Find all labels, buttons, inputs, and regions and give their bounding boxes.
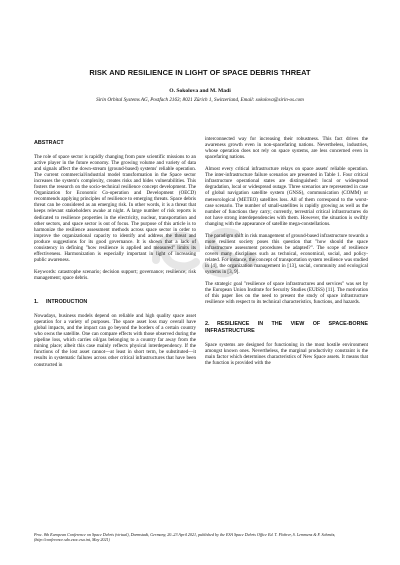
section-2-number: 2. <box>205 321 210 328</box>
keywords: Keywords: catastrophe scenario; decision support; governance; resilience; risk management; space debris. <box>34 268 196 282</box>
affiliation: Sirin Orbital Systems AG, Postfach 2163; 8021 Zürich 1, Switzerland, Email: sokolova@sirin-os.com <box>96 97 304 103</box>
paper-title: RISK AND RESILIENCE IN LIGHT OF SPACE DEBRIS THREAT <box>89 68 311 77</box>
abstract-paragraph: The role of space sector is rapidly changing from pure scientific missions to an active player in the future economy. The growing volume and variety of data and signals affect the down-stream (ground-based) systems' reliable operation. The current commercial/industrial model transformation in the Space sector increases the system's complexity, creates risks and hides vulnerabilities. This fosters the research on the socio-technical resilience concept development. The Organization for Economic Co-operation and Development (OECD) recommends applying principles of resilience to emerging threats. Space debris threat can be considered as an emerging risk. In other words, it is a threat that keeps relevant stakeholders awake at night. A large number of risk reports is dedicated to resilience properties in the electricity, nuclear, transportation and other sectors, and space sector is out of focus. The purpose of this article is to harmonize the resilience assessment methods across space sector in order to improve the organizational capacity to identify and address the threat and produce suggestions for its good governance. It is shown that a lack of consistency in defining "how resilience is applied and measured" limits its effectiveness. Harmonization is especially important in light of increasing public awareness. <box>34 154 196 263</box>
authors: O. Sokolova and M. Madi <box>169 88 231 94</box>
left-column <box>34 136 196 374</box>
intro-paragraph: Nowadays, business models depend on reliable and high quality space asset operation for a variety of purposes. The space asset loss may overall have global impacts, and the impact can go beyond the borders of a certain country who owns the satellite. One can compare effects with those observed during the pipeline loss, which carries oil/gas belonging to a country far away from the mining place; albeit this case mainly reflects physical interdependency. If the functions of the lost asset cannot—at least in short term, be substituted—it results in systematic failures across other critical infrastructures that have been constructed in <box>34 313 196 368</box>
page-footer: Proc. 8th European Conference on Space Debris (virtual), Darmstadt, Germany, 20–23 April 2021, published by the ESA Space Debris Office Ed. T. Flohrer, S. Lemmens & F. Schmitz, (http://conference.sdo.esoc.esa.int, May 2021) <box>34 532 336 543</box>
section-1-heading <box>34 299 196 305</box>
section-1-title: INTRODUCTION <box>46 299 88 306</box>
body-paragraph: interconnected way for increasing their robustness. This fact drives the awareness growth even in non-spacefaring nations. Nevertheless, industries, whose operation does not rely on space systems, are less concerned even in spacefaring nations. <box>205 136 368 161</box>
section-1-number: 1. <box>34 299 39 306</box>
section-2-paragraph: Space systems are designed for functioning in the most hostile environment amongst known ones. Nevertheless, the marginal productivity constraint is the main factor which determines characteristics of New Space assets. It means that the function is provided with the <box>205 341 368 366</box>
right-column <box>205 136 368 372</box>
section-2-heading <box>205 321 368 333</box>
abstract-heading: ABSTRACT <box>34 140 64 146</box>
body-paragraph: Almost every critical infrastructure relays on space assets' reliable operation. The inter-infrastructure failure scenarios are presented in Table 1. Four critical infrastructure operational states are distinguished: local or widespread degradation, local or widespread outage. Three scenarios are represented in case of global navigation satellite system (GNSS), communication (COMM) or meteorological (METEO) satellites loss. All of them correspond to the worst-case scenario. The number of small-satellites is rapidly growing as well as the number of functions they carry; currently, terrestrial critical infrastructures do not have strong interdependencies with them. However, the situation is swiftly changing with the appearance of satellite mega-constellations. <box>205 166 368 227</box>
section-2-title: RESILIENCE IN THE VIEW OF SPACE-BORNE INFRASTRUCTURE <box>205 321 368 334</box>
body-paragraph: The strategic goal "resilience of space infrastructures and services" was set by the European Union Institute for Security Studies (EUISS) [11]. The motivation of this paper lies on the need to present the study of space infrastructure resilience with respect to its technical characteristics, functions, and hazards. <box>205 281 368 306</box>
body-paragraph: The paradigm shift in risk management of ground-based infrastructure towards a more resilient society poses this question that "how should the space infrastructure assessment procedures be adapted?". The scope of resilience covers many disciplines such as technical, economical, social, and policy-related. For instance, the concept of transportation system resilience was studied in [4], the organization management in [13], social, community and ecological systems in [3, 9]. <box>205 232 368 276</box>
